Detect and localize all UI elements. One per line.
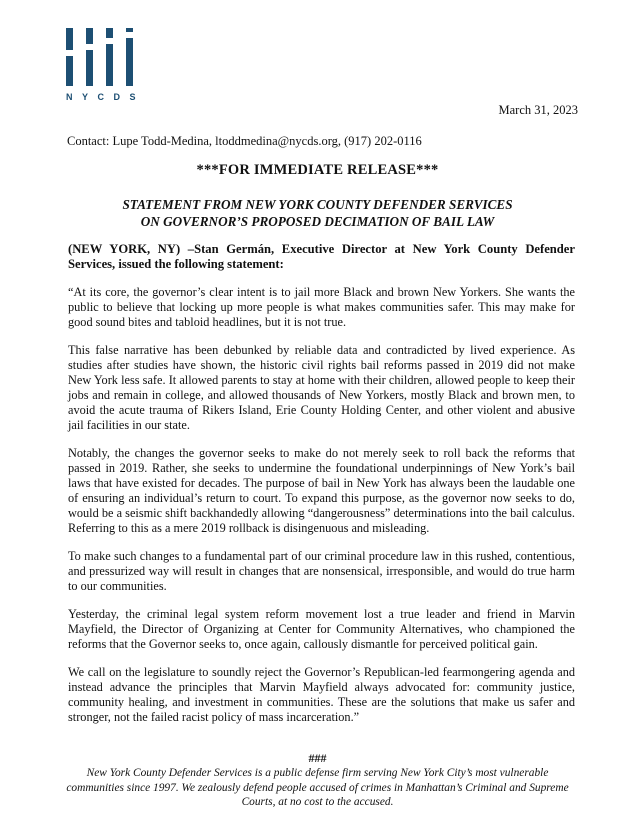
paragraph-6: We call on the legislature to soundly reject the Governor’s Republican-led fearmongering agenda and instead advance the principles that Marvin Mayfield always advocated for: community justice, community healing, and investment in communities. These are the solutions that make us safer and stronger, not the failed racist policy of mass incarceration.” [68, 665, 575, 724]
nycds-logo [66, 28, 148, 108]
nycds-logo-bars-icon [66, 28, 148, 88]
lead-paragraph: (NEW YORK, NY) –Stan Germán, Executive Director at New York County Defender Services, issued the following statement: [68, 242, 575, 271]
boilerplate-footer: New York County Defender Services is a public defense firm serving New York City’s most vulnerable communities since 1997. We zealously defend people accused of crimes in Manhattan’s Criminal and Supreme Courts, at no cost to the accused. [66, 767, 569, 808]
paragraph-2: This false narrative has been debunked by reliable data and contradicted by lived experience. As studies after studies have shown, the historic civil rights bail reforms passed in 2019 did not make New York less safe. It allowed parents to stay at home with their children, allowed people to keep their jobs and remain in college, and allowed thousands of New Yorkers, mostly Black and brown men, to avoid the acute trauma of Rikers Island, Erie County Holding Center, and other violent and abusive jail facilities in our state. [68, 343, 575, 432]
paragraph-3: Notably, the changes the governor seeks to make do not merely seek to roll back the reforms that passed in 2019. Rather, she seeks to undermine the foundational underpinnings of New York’s bail laws that have existed for decades. The purpose of bail in New York has always been the laudable one of ensuring an individual’s return to court. To expand this purpose, as the governor now seeks to do, would be a seismic shift backhandedly allowing “dangerousness” determinations into the bail calculus. Referring to this as a mere 2019 rollback is disingenuous and misleading. [68, 446, 575, 535]
logo-wordmark: NYCDS [66, 92, 146, 102]
media-contact: Contact: Lupe Todd-Medina, ltoddmedina@nycds.org, (917) 202-0116 [67, 134, 422, 148]
title-line-2: ON GOVERNOR’S PROPOSED DECIMATION OF BAIL LAW [140, 214, 495, 229]
statement-title [40, 196, 595, 230]
paragraph-5: Yesterday, the criminal legal system reform movement lost a true leader and friend in Marvin Mayfield, the Director of Organizing at Center for Community Alternatives, who championed the reforms that the Governor seeks to, once again, callously dismantle for perceived political gain. [68, 607, 575, 651]
end-mark: ### [308, 751, 327, 765]
statement-body [68, 242, 575, 738]
paragraph-4: To make such changes to a fundamental part of our criminal procedure law in this rushed, contentious, and pressurized way will result in changes that are nonsensical, irresponsible, and would do true harm to our communities. [68, 549, 575, 593]
title-line-1: STATEMENT FROM NEW YORK COUNTY DEFENDER SERVICES [122, 197, 513, 212]
release-label: ***FOR IMMEDIATE RELEASE*** [196, 162, 439, 178]
paragraph-1: “At its core, the governor’s clear intent is to jail more Black and brown New Yorkers. She wants the public to believe that locking up more people is what makes communities safer. This may make for good sound bites and tabloid headlines, but it is not true. [68, 285, 575, 329]
release-date: March 31, 2023 [498, 103, 578, 117]
